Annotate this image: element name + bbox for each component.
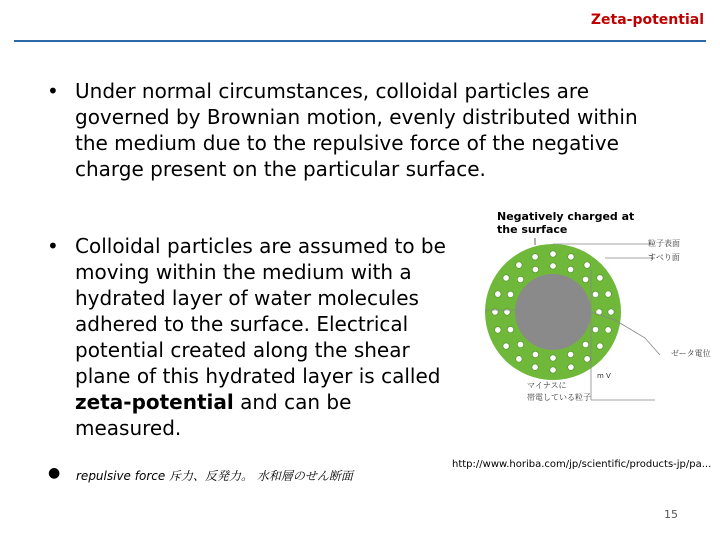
ion-marker	[550, 263, 556, 269]
ion-marker	[584, 262, 590, 268]
zeta-label: ゼータ電位	[671, 349, 711, 358]
ion-marker	[507, 291, 513, 297]
zeta-potential-diagram	[455, 210, 715, 450]
ion-marker	[532, 254, 538, 260]
bullet-text-end: and can be measured.	[75, 390, 352, 440]
slide-header-title: Zeta-potential	[590, 12, 704, 28]
ion-marker	[568, 254, 574, 260]
ion-marker	[517, 341, 523, 347]
header-divider	[14, 40, 706, 42]
vocabulary-text: repulsive force 斥力、反発力。 水和層のせん断面	[76, 469, 353, 483]
ion-marker	[507, 326, 513, 332]
ion-marker	[582, 276, 588, 282]
ion-marker	[605, 291, 611, 297]
ion-marker	[597, 343, 603, 349]
ion-marker	[550, 355, 556, 361]
ion-marker	[568, 364, 574, 370]
figure-caption: Negatively charged at the surface	[497, 210, 635, 236]
ion-marker	[503, 343, 509, 349]
ion-marker	[495, 327, 501, 333]
zeta-potential-term: zeta-potential	[75, 390, 234, 414]
ion-marker	[584, 356, 590, 362]
bullet-dot-icon: •	[47, 234, 59, 258]
ion-marker	[550, 251, 556, 257]
ion-marker	[597, 275, 603, 281]
particle-core	[515, 274, 591, 350]
negative-particle-label-2: 帯電している粒子	[527, 393, 591, 402]
bullet-vocabulary-note	[48, 465, 353, 484]
particle-surface-label: 粒子表面	[648, 239, 680, 248]
ion-marker	[517, 276, 523, 282]
negative-particle-label-1: マイナスに	[527, 381, 567, 390]
bullet-text-start: Colloidal particles are assumed to be moving within the medium with a hydrated layer of water molecules adhered to the surface. Electrical potential created along the shear plane of this hydrated layer is called	[75, 234, 446, 388]
mv-label: m V	[597, 372, 611, 380]
ion-marker	[532, 364, 538, 370]
bullet-dot-icon: ●	[48, 465, 61, 481]
ion-marker	[592, 291, 598, 297]
ion-marker	[516, 356, 522, 362]
ion-marker	[516, 262, 522, 268]
ion-marker	[503, 275, 509, 281]
page-number: 15	[664, 508, 678, 521]
ion-marker	[567, 266, 573, 272]
ion-marker	[582, 341, 588, 347]
ion-marker	[532, 266, 538, 272]
bullet-hydrated-layer	[47, 233, 455, 441]
source-link[interactable]: http://www.horiba.com/jp/scientific/products-jp/pa...	[452, 459, 712, 470]
bullet-dot-icon: •	[47, 79, 59, 103]
ion-marker	[567, 351, 573, 357]
slip-plane-label: すべり面	[648, 253, 680, 262]
bullet-brownian-motion	[47, 78, 665, 182]
bullet-text: Under normal circumstances, colloidal particles are governed by Brownian motion, evenly distributed within the medium due to the repulsive force of the negative charge present on the particular surface.	[75, 79, 638, 181]
ion-marker	[532, 351, 538, 357]
ion-marker	[592, 326, 598, 332]
ion-marker	[605, 327, 611, 333]
ion-marker	[550, 367, 556, 373]
ion-marker	[608, 309, 614, 315]
ion-marker	[495, 291, 501, 297]
